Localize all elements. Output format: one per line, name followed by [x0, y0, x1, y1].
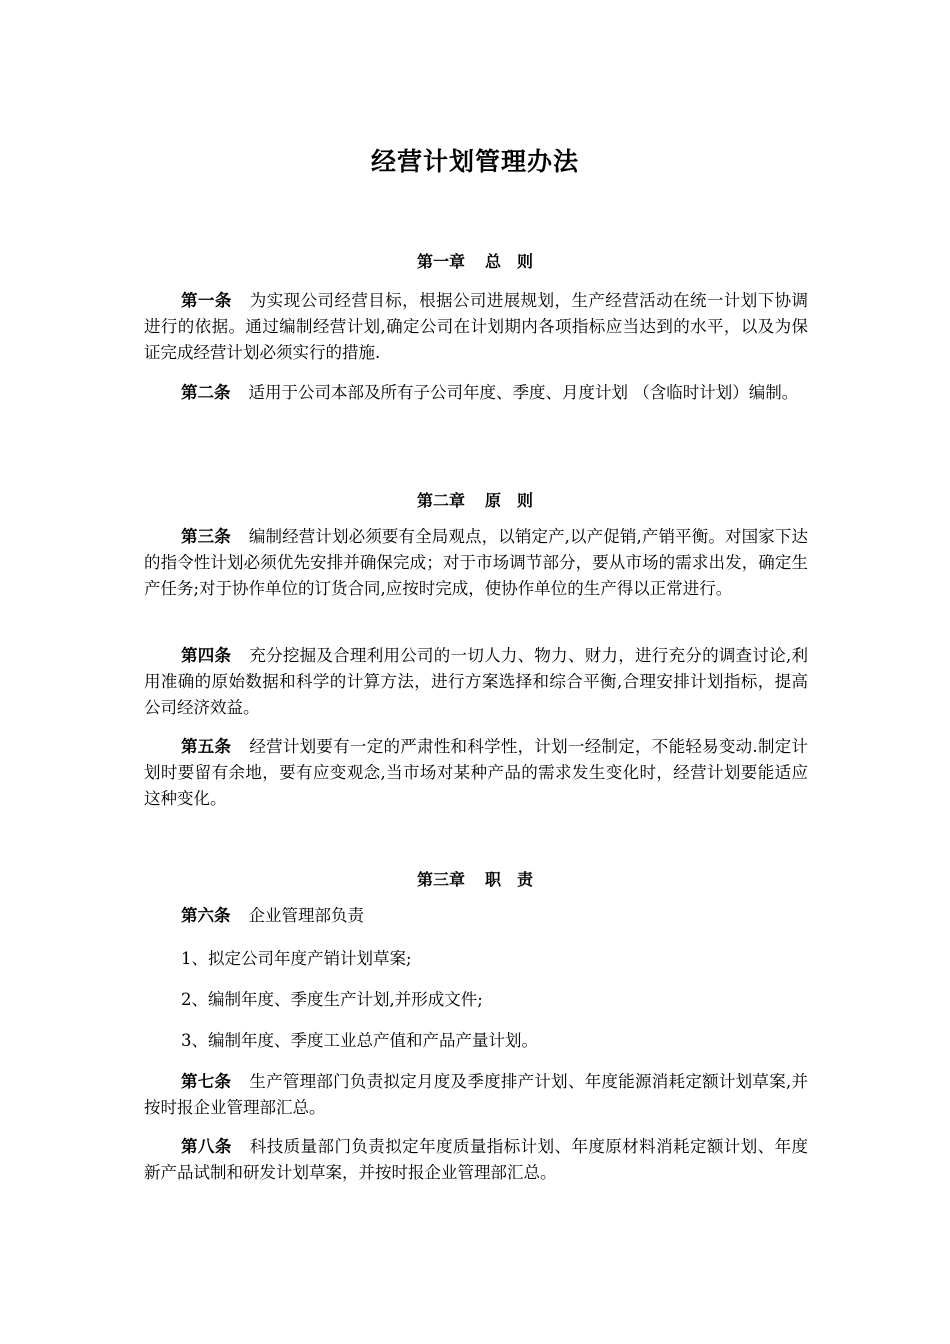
article-text: 生产管理部门负责拟定月度及季度排产计划、年度能源消耗定额计划草案,并按时报企业管理部汇总。	[144, 1072, 808, 1117]
article-number: 第四条	[181, 646, 232, 665]
article-text: 科技质量部门负责拟定年度质量指标计划、年度原材料消耗定额计划、年度新产品试制和研发计划草案，并按时报企业管理部汇总。	[144, 1137, 809, 1182]
article-number: 第八条	[181, 1137, 232, 1156]
article-number: 第七条	[181, 1072, 232, 1091]
list-item: 1、拟定公司年度产销计划草案;	[181, 949, 412, 968]
chapter-heading	[0, 488, 950, 511]
article	[144, 643, 808, 721]
article-number: 第六条	[181, 906, 231, 925]
article-text: 为实现公司经营目标，根据公司进展规划，生产经营活动在统一计划下协调进行的依据。通过编制经营计划,确定公司在计划期内各项指标应当达到的水平，以及为保证完成经营计划必须实行的措施.	[144, 291, 809, 362]
article-text: 编制经营计划必须要有全局观点，以销定产,以产促销,产销平衡。对国家下达的指令性计划必须优先安排并确保完成；对于市场调节部分，要从市场的需求出发，确定生产任务;对于协作单位的订货合同,应按时完成，使协作单位的生产得以正常进行。	[144, 527, 808, 598]
article	[144, 524, 808, 602]
chapter-number: 第二章	[416, 491, 465, 510]
article-number: 第五条	[181, 737, 232, 756]
article-number: 第二条	[181, 383, 231, 402]
article-number: 第一条	[181, 291, 232, 310]
chapter-heading	[0, 249, 950, 272]
chapter-title: 原 则	[485, 491, 534, 510]
list-item: 3、编制年度、季度工业总产值和产品产量计划。	[181, 1031, 538, 1050]
chapter-number: 第三章	[416, 870, 465, 889]
article	[144, 288, 808, 366]
article	[144, 734, 808, 812]
chapter-heading	[0, 867, 950, 890]
article	[144, 1069, 808, 1121]
chapter-title: 总 则	[485, 252, 534, 271]
article-text: 充分挖掘及合理利用公司的一切人力、物力、财力，进行充分的调查讨论,利用准确的原始数据和科学的计算方法，进行方案选择和综合平衡,合理安排计划指标，提高公司经济效益。	[144, 646, 808, 717]
article-text: 适用于公司本部及所有子公司年度、季度、月度计划 （含临时计划）编制。	[248, 383, 799, 402]
chapter-number: 第一章	[416, 252, 465, 271]
article-number: 第三条	[181, 527, 231, 546]
article	[144, 903, 808, 929]
article	[144, 380, 808, 406]
chapter-title: 职 责	[485, 870, 534, 889]
document-title: 经营计划管理办法	[370, 147, 579, 176]
article	[144, 1134, 808, 1186]
article-text: 企业管理部负责	[248, 906, 364, 925]
article-text: 经营计划要有一定的严肃性和科学性，计划一经制定，不能轻易变动.制定计划时要留有余地，要有应变观念,当市场对某种产品的需求发生变化时，经营计划要能适应这种变化。	[144, 737, 808, 808]
list-item: 2、编制年度、季度生产计划,并形成文件;	[181, 990, 483, 1009]
